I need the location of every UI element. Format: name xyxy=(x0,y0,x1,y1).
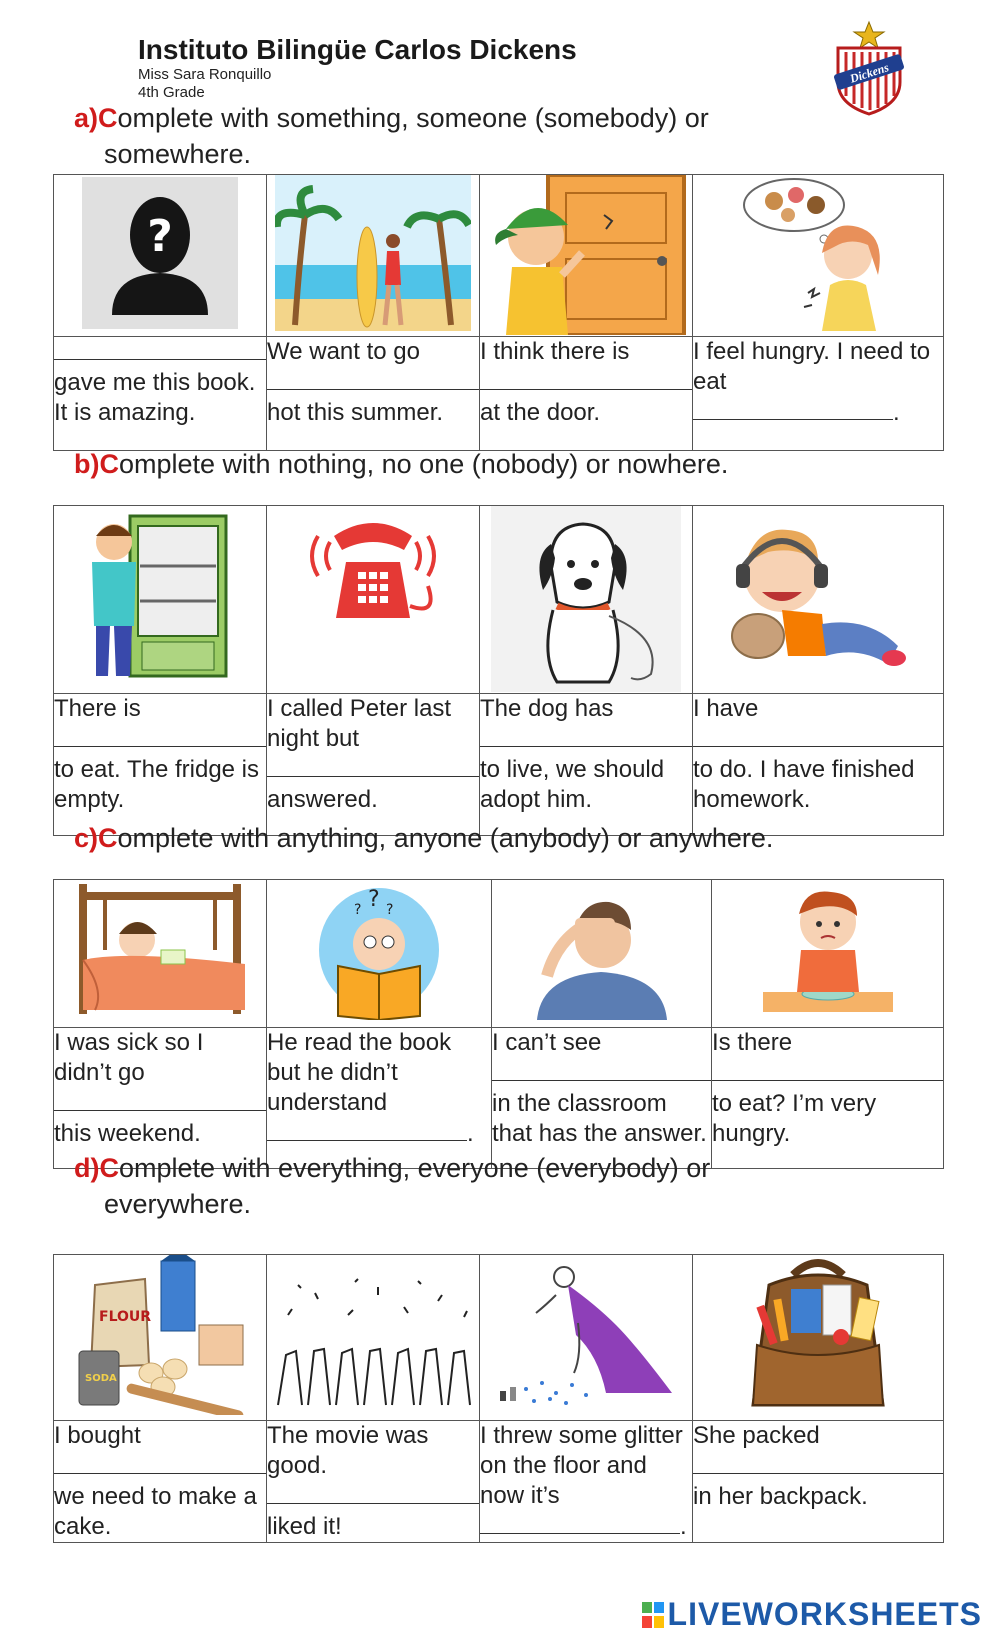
svg-text:FLOUR: FLOUR xyxy=(99,1309,152,1325)
section-d-title xyxy=(74,1150,794,1222)
exercise-cell xyxy=(267,694,480,836)
sick-girl-bed-icon xyxy=(65,880,255,1020)
prompt-text-after: in the classroom that has the answer. xyxy=(492,1090,707,1147)
prompt-text-before: I called Peter last night but xyxy=(267,695,452,752)
prompt-text-after: hot this summer. xyxy=(267,399,444,426)
unknown-person-icon xyxy=(80,175,240,331)
prompt-text-after: gave me this book. It is amazing. xyxy=(54,369,256,426)
section-b-table xyxy=(53,505,944,836)
teacher-name: Miss Sara Ronquillo xyxy=(138,66,272,83)
section-cap: C xyxy=(98,823,118,853)
prompt-text-after: to eat? I’m very hungry. xyxy=(712,1090,877,1147)
svg-text:?: ? xyxy=(354,902,362,918)
school-name: Instituto Bilingüe Carlos Dickens xyxy=(138,34,577,65)
answer-blank[interactable] xyxy=(267,1481,479,1504)
image-cell xyxy=(693,506,944,694)
logo-text: Dickens xyxy=(848,60,891,86)
answer-blank[interactable] xyxy=(267,1118,467,1141)
prompt-text-after: this weekend. xyxy=(54,1120,201,1147)
grade-label: 4th Grade xyxy=(138,84,205,101)
searching-man-icon xyxy=(517,880,687,1020)
answer-blank[interactable] xyxy=(54,1451,266,1474)
image-cell xyxy=(54,506,267,694)
exercise-cell xyxy=(693,337,944,451)
answer-blank[interactable] xyxy=(693,397,893,420)
prompt-text-after: to eat. The fridge is empty. xyxy=(54,756,260,813)
exercise-cell xyxy=(480,1421,693,1543)
image-cell xyxy=(693,1255,944,1421)
answer-blank[interactable] xyxy=(492,1058,711,1081)
image-cell xyxy=(480,175,693,337)
prompt-text-after: we need to make a cake. xyxy=(54,1483,257,1540)
image-cell xyxy=(267,880,492,1028)
exercise-cell xyxy=(693,694,944,836)
prompt-text-after: . xyxy=(893,399,900,426)
relaxing-boy-icon xyxy=(718,506,918,686)
empty-fridge-icon xyxy=(70,506,250,686)
prompt-text-after: in her backpack. xyxy=(693,1483,868,1510)
prompt-text-before: We want to go xyxy=(267,338,420,365)
exercise-cell xyxy=(267,337,480,451)
exercise-cell xyxy=(54,1028,267,1169)
answer-blank[interactable] xyxy=(480,1511,680,1534)
image-cell xyxy=(712,880,944,1028)
prompt-text-after: to live, we should adopt him. xyxy=(480,756,665,813)
svg-text:?: ? xyxy=(386,902,394,918)
svg-text:?: ? xyxy=(368,887,380,912)
exercise-cell xyxy=(712,1028,944,1169)
section-instruction: omplete with nothing, no one (nobody) or nowhere. xyxy=(118,449,729,479)
exercise-cell xyxy=(693,1421,944,1543)
answer-blank[interactable] xyxy=(693,1451,943,1474)
image-cell xyxy=(267,175,480,337)
prompt-text-before: I think there is xyxy=(480,338,630,365)
section-letter: d) xyxy=(74,1153,100,1183)
section-b-title xyxy=(74,446,794,482)
hungry-girl-icon xyxy=(738,175,898,331)
image-cell xyxy=(492,880,712,1028)
section-cap: C xyxy=(98,103,118,133)
beach-surfer-icon xyxy=(275,175,471,331)
baking-ingredients-icon xyxy=(65,1255,255,1415)
prompt-text-before: The movie was good. xyxy=(267,1422,429,1479)
section-letter: c) xyxy=(74,823,99,853)
section-c-table xyxy=(53,879,944,1169)
brand-text: LIVEWORKSHEETS xyxy=(667,1596,982,1632)
section-d-table xyxy=(53,1254,944,1543)
exercise-cell xyxy=(54,694,267,836)
prompt-text-after: answered. xyxy=(267,786,378,813)
answer-blank[interactable] xyxy=(693,724,943,747)
prompt-text-before: I can’t see xyxy=(492,1029,602,1056)
answer-blank[interactable] xyxy=(712,1058,943,1081)
section-instruction-line2: everywhere. xyxy=(104,1189,252,1219)
prompt-text-before: I feel hungry. I need to eat xyxy=(693,338,931,395)
answer-blank[interactable] xyxy=(480,367,692,390)
worksheet-header xyxy=(138,34,577,102)
answer-blank[interactable] xyxy=(54,724,266,747)
section-instruction: omplete with something, someone (somebody) or xyxy=(117,103,709,133)
exercise-cell xyxy=(267,1028,492,1169)
prompt-text-before: I was sick so I didn’t go xyxy=(54,1029,204,1086)
section-instruction-line2: somewhere. xyxy=(104,139,252,169)
exercise-cell xyxy=(267,1421,480,1543)
ringing-phone-icon xyxy=(298,506,448,636)
prompt-text-before: She packed xyxy=(693,1422,820,1449)
answer-blank[interactable] xyxy=(267,367,479,390)
section-a-table xyxy=(53,174,944,451)
answer-blank[interactable] xyxy=(54,1088,266,1111)
clapping-hands-icon xyxy=(268,1255,478,1415)
school-crest-icon xyxy=(832,20,906,116)
exercise-cell xyxy=(480,694,693,836)
prompt-text-before: There is xyxy=(54,695,141,722)
prompt-text-after: . xyxy=(467,1120,474,1147)
section-letter: a) xyxy=(74,103,99,133)
image-cell xyxy=(480,1255,693,1421)
prompt-text-before: I bought xyxy=(54,1422,141,1449)
prompt-text-before: I have xyxy=(693,695,759,722)
prompt-text-after: to do. I have finished homework. xyxy=(693,756,915,813)
image-cell xyxy=(267,1255,480,1421)
glitter-floor-icon xyxy=(486,1255,686,1415)
boy-at-door-icon xyxy=(486,175,686,335)
liveworksheets-logo-icon xyxy=(642,1602,664,1628)
svg-text:?: ? xyxy=(147,211,173,262)
sad-dog-icon xyxy=(491,506,681,692)
exercise-cell xyxy=(54,337,267,451)
answer-blank[interactable] xyxy=(267,754,479,777)
answer-blank[interactable] xyxy=(480,724,692,747)
prompt-text-before: Is there xyxy=(712,1029,793,1056)
image-cell xyxy=(480,506,693,694)
exercise-cell xyxy=(480,337,693,451)
image-cell xyxy=(54,1255,267,1421)
section-cap: C xyxy=(99,449,119,479)
svg-text:SODA: SODA xyxy=(85,1373,117,1384)
image-cell xyxy=(693,175,944,337)
section-cap: C xyxy=(99,1153,119,1183)
section-letter: b) xyxy=(74,449,100,479)
liveworksheets-brand[interactable] xyxy=(642,1596,982,1633)
section-instruction: omplete with everything, everyone (everybody) or xyxy=(118,1153,711,1183)
section-a-title xyxy=(74,100,794,172)
section-instruction: omplete with anything, anyone (anybody) or anywhere. xyxy=(117,823,774,853)
hungry-boy-plate-icon xyxy=(753,880,903,1020)
prompt-text-before: He read the book but he didn’t understand xyxy=(267,1029,452,1116)
prompt-text-before: The dog has xyxy=(480,695,614,722)
image-cell xyxy=(267,506,480,694)
prompt-text-after: liked it! xyxy=(267,1513,342,1540)
exercise-cell xyxy=(54,1421,267,1543)
answer-blank[interactable] xyxy=(54,337,266,360)
section-c-title xyxy=(74,820,794,856)
prompt-text-after: . xyxy=(680,1513,687,1540)
confused-reader-icon xyxy=(304,880,454,1020)
prompt-text-after: at the door. xyxy=(480,399,601,426)
image-cell xyxy=(54,175,267,337)
prompt-text-before: I threw some glitter on the floor and now it’s xyxy=(480,1422,683,1509)
image-cell xyxy=(54,880,267,1028)
full-backpack-icon xyxy=(733,1255,903,1415)
exercise-cell xyxy=(492,1028,712,1169)
